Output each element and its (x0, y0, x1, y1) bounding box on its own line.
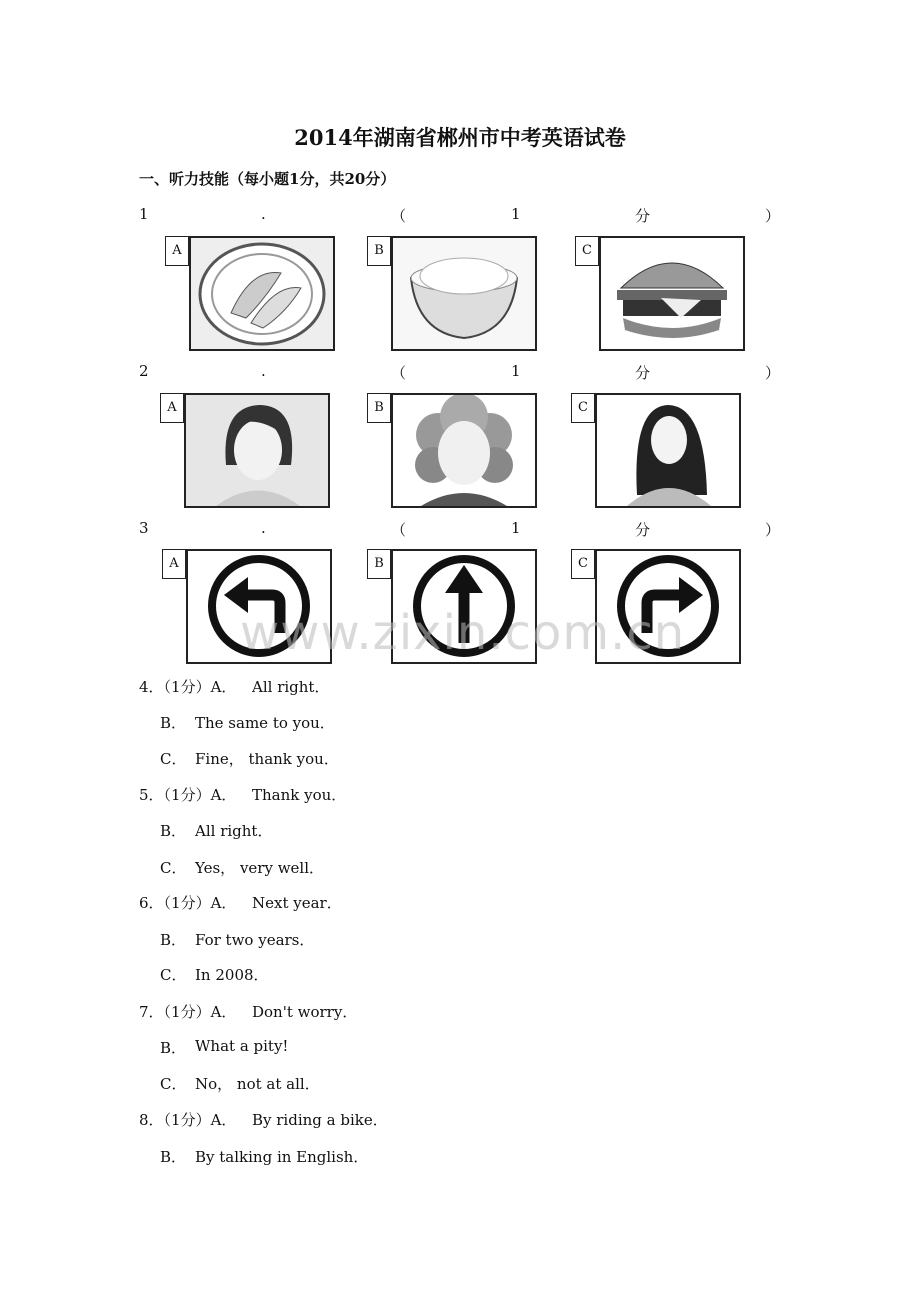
option-b-label: B． (160, 931, 187, 949)
score-unit: 分 (635, 364, 651, 382)
option-b-picture[interactable] (367, 393, 539, 506)
option-c-text[interactable]: In 2008． (195, 966, 269, 984)
option-label: B (367, 236, 391, 266)
question-dot: . (261, 519, 266, 537)
option-label: B (367, 549, 391, 579)
option-label: C (571, 549, 595, 579)
score-unit: 分 (635, 207, 651, 225)
option-c-text[interactable]: Yes， very well． (195, 859, 325, 877)
option-label: A (165, 236, 189, 266)
option-b-label: B． (160, 822, 187, 840)
question-number: 3 (139, 519, 149, 537)
question-head: 6．（1分）A． (139, 894, 237, 912)
option-label: C (571, 393, 595, 423)
score: 1 (511, 362, 521, 380)
page-title: 2014年湖南省郴州市中考英语试卷 (294, 125, 626, 150)
option-a-picture[interactable] (160, 393, 332, 506)
rice-bowl-image (391, 236, 537, 351)
open-paren: （ (391, 364, 407, 382)
option-a-text[interactable]: All right． (252, 678, 330, 696)
option-c-picture[interactable] (575, 236, 747, 349)
option-a-text[interactable]: Don't worry． (252, 1003, 358, 1021)
option-a-text[interactable]: Thank you． (252, 786, 347, 804)
long-hair-woman-image (595, 393, 741, 508)
question-3-header (139, 519, 779, 541)
option-b-text[interactable]: By talking in English． (195, 1148, 369, 1166)
question-2-header (139, 362, 779, 384)
watermark: www.zixin.com.cn (240, 605, 686, 661)
option-b-label: B． (160, 1148, 187, 1166)
question-2-pictures (160, 393, 740, 508)
option-a-text[interactable]: By riding a bike． (252, 1111, 388, 1129)
question-head: 4．（1分）A． (139, 678, 237, 696)
dumplings-image (189, 236, 335, 351)
question-head: 8．（1分）A． (139, 1111, 237, 1129)
question-number: 2 (139, 362, 149, 380)
option-c-text[interactable]: Fine， thank you． (195, 750, 339, 768)
option-c-label: C． (160, 1075, 187, 1093)
close-paren: ） (765, 207, 781, 225)
score: 1 (511, 519, 521, 537)
option-b-text[interactable]: For two years． (195, 931, 315, 949)
option-c-picture[interactable] (571, 393, 743, 506)
close-paren: ） (765, 521, 781, 539)
option-b-text[interactable]: All right． (195, 822, 273, 840)
section-heading: 一、听力技能（每小题1分，共20分） (139, 170, 396, 188)
option-b-text[interactable]: The same to you． (195, 714, 335, 732)
option-label: A (162, 549, 186, 579)
option-b-picture[interactable] (367, 236, 539, 349)
option-b-label: B． (160, 714, 187, 732)
hamburger-image (599, 236, 745, 351)
option-label: B (367, 393, 391, 423)
option-b-label: B． (160, 1039, 187, 1057)
question-1-header (139, 205, 779, 227)
open-paren: （ (391, 207, 407, 225)
score-unit: 分 (635, 521, 651, 539)
question-1-pictures (160, 236, 740, 351)
question-dot: . (261, 205, 266, 223)
option-a-text[interactable]: Next year． (252, 894, 342, 912)
option-b-text[interactable]: What a pity! (195, 1037, 289, 1055)
option-a-picture[interactable] (165, 236, 337, 349)
question-number: 1 (139, 205, 149, 223)
option-label: A (160, 393, 184, 423)
short-hair-girl-image (184, 393, 330, 508)
curly-hair-woman-image (391, 393, 537, 508)
close-paren: ） (765, 364, 781, 382)
option-c-label: C． (160, 859, 187, 877)
open-paren: （ (391, 521, 407, 539)
option-c-text[interactable]: No， not at all． (195, 1075, 320, 1093)
question-head: 5．（1分）A． (139, 786, 237, 804)
score: 1 (511, 205, 521, 223)
option-c-label: C． (160, 966, 187, 984)
option-label: C (575, 236, 599, 266)
question-dot: . (261, 362, 266, 380)
question-head: 7．（1分）A． (139, 1003, 237, 1021)
option-c-label: C． (160, 750, 187, 768)
